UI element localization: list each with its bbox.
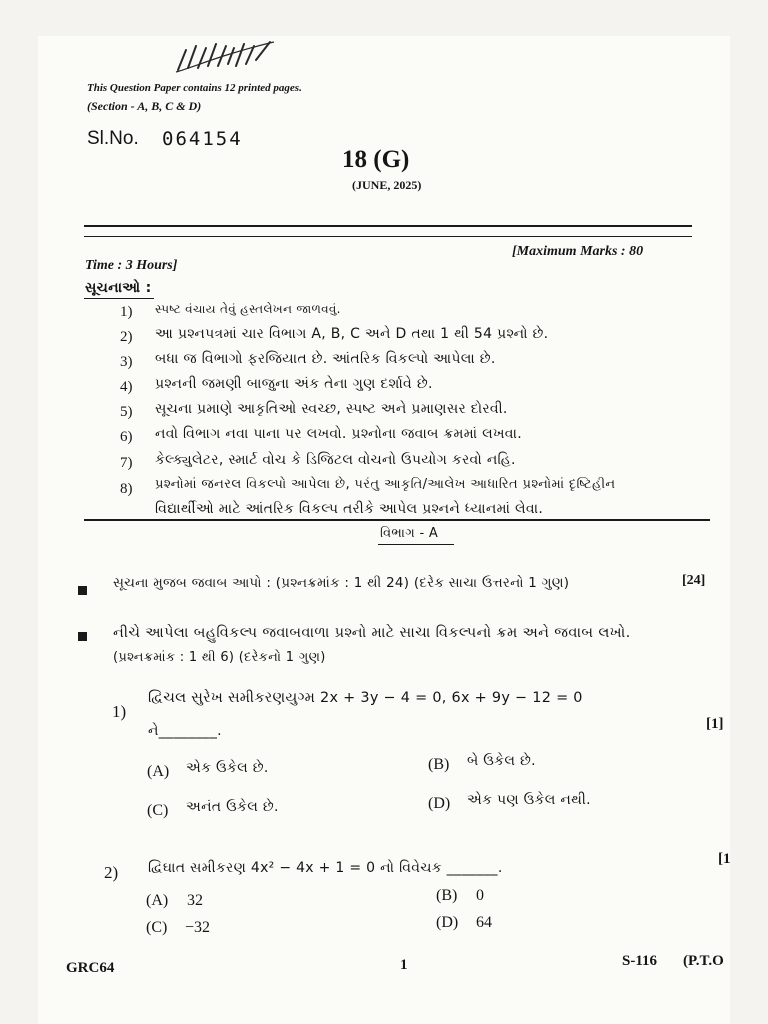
option-text: અનંત ઉકેલ છે.	[186, 799, 279, 815]
option-text: 64	[476, 914, 492, 931]
instruction-text-continued: વિદ્યાર્થીઓ માટે આંતરિક વિકલ્પ તરીકે આપેલ પ્રશ્નને ધ્યાનમાં લેવા.	[155, 501, 544, 517]
instruction-text: સૂચના પ્રમાણે આકૃતિઓ સ્વચ્છ, સ્પષ્ટ અને પ્રમાણસર દોરવી.	[155, 401, 508, 417]
header-rule-thin	[84, 236, 692, 237]
mcq-instruction: નીચે આપેલા બહુવિકલ્પ જવાબવાળા પ્રશ્નો માટે સાચા વિકલ્પનો ક્રમ અને જવાબ લખો.	[113, 624, 631, 641]
option-label: (A)	[146, 892, 169, 909]
instructions-rule	[84, 519, 710, 521]
question-text: દ્વિચલ સુરેખ સમીકરણયુગ્મ 2x + 3y − 4 = 0, 6x + 9y − 12 = 0	[148, 690, 583, 706]
footer-code: GRC64	[66, 960, 115, 976]
option-label: (B)	[436, 887, 458, 904]
option-label: (D)	[428, 795, 451, 812]
pto-note: (P.T.O	[683, 953, 724, 969]
pages-note: This Question Paper contains 12 printed pages.	[87, 82, 302, 94]
instruction-num: 8)	[120, 481, 133, 497]
handwritten-mark	[170, 38, 280, 78]
section-a-title: વિભાગ - A	[380, 526, 439, 541]
instruction-text: બધા જ વિભાગો ફરજિયાત છે. આંતરિક વિકલ્પો આપેલા છે.	[155, 351, 496, 367]
option-label: (C)	[146, 919, 168, 936]
maximum-marks: [Maximum Marks : 80	[512, 244, 644, 259]
option-text: −32	[185, 919, 211, 936]
question-marks: [1	[718, 851, 731, 867]
question-marks: [1]	[706, 716, 724, 732]
instruction-num: 7)	[120, 455, 133, 471]
time-allowed: Time : 3 Hours]	[85, 258, 178, 273]
instruction-num: 2)	[120, 329, 133, 345]
mcq-instruction-range: (પ્રશ્નક્રમાંક : 1 થી 6) (દરેકનો 1 ગુણ)	[113, 650, 326, 665]
option-label: (B)	[428, 756, 450, 773]
instruction-text: સ્પષ્ટ વંચાય તેવું હસ્તલેખન જાળવવું.	[155, 302, 341, 316]
instruction-text: આ પ્રશ્નપત્રમાં ચાર વિભાગ A, B, C અને D તથા 1 થી 54 પ્રશ્નો છે.	[155, 326, 549, 342]
page-number: 1	[400, 957, 408, 973]
bullet-icon	[78, 586, 87, 595]
sl-number: 064154	[162, 128, 243, 150]
instruction-text: પ્રશ્નોમાં જનરલ વિકલ્પો આપેલા છે, પરંતુ આકૃતિ/આલેખ આધારિત પ્રશ્નોમાં દૃષ્ટિહીન	[155, 477, 616, 492]
footer-series: S-116	[622, 953, 658, 969]
exam-date: (JUNE, 2025)	[352, 178, 422, 192]
header-rule-thick	[84, 225, 692, 227]
subject-code: 18 (G)	[342, 146, 410, 173]
instruction-text: નવો વિભાગ નવા પાના પર લખવો. પ્રશ્નોના જવાબ ક્રમમાં લખવા.	[155, 426, 522, 442]
instruction-num: 3)	[120, 354, 133, 370]
option-label: (A)	[147, 763, 170, 780]
question-number: 1)	[112, 702, 127, 721]
instruction-num: 5)	[120, 404, 133, 420]
question-number: 2)	[104, 863, 119, 882]
option-text: એક પણ ઉકેલ નથી.	[467, 792, 591, 808]
sl-label: Sl.No.	[87, 128, 139, 149]
instruction-num: 1)	[120, 304, 133, 320]
option-text: 32	[187, 892, 203, 909]
bullet-icon	[78, 632, 87, 641]
question-text: દ્વિઘાત સમીકરણ 4x² − 4x + 1 = 0 નો વિવેચક _______.	[148, 860, 503, 876]
question-text-continued: ને________.	[148, 723, 222, 739]
instruction-num: 6)	[120, 429, 133, 445]
option-text: બે ઉકેલ છે.	[467, 753, 536, 769]
option-label: (D)	[436, 914, 459, 931]
section-a-underline	[378, 544, 454, 545]
instruction-text: પ્રશ્નની જમણી બાજુના અંક તેના ગુણ દર્શાવે છે.	[155, 376, 433, 392]
instruction-num: 4)	[120, 379, 133, 395]
section-a-marks: [24]	[682, 573, 706, 588]
option-text: 0	[476, 887, 484, 904]
sections-note: (Section - A, B, C & D)	[87, 99, 202, 113]
instruction-text: કેલ્ક્યુલેટર, સ્માર્ટ વોચ કે ડિજિટલ વોચનો ઉપયોગ કરવો નહિ.	[155, 452, 516, 468]
section-a-instruction: સૂચના મુજબ જવાબ આપો : (પ્રશ્નક્રમાંક : 1 થી 24) (દરેક સાચા ઉત્તરનો 1 ગુણ)	[113, 576, 570, 591]
option-label: (C)	[147, 802, 169, 819]
option-text: એક ઉકેલ છે.	[186, 760, 269, 776]
instructions-heading: સૂચનાઓ :	[85, 280, 152, 296]
instructions-underline	[84, 298, 154, 299]
